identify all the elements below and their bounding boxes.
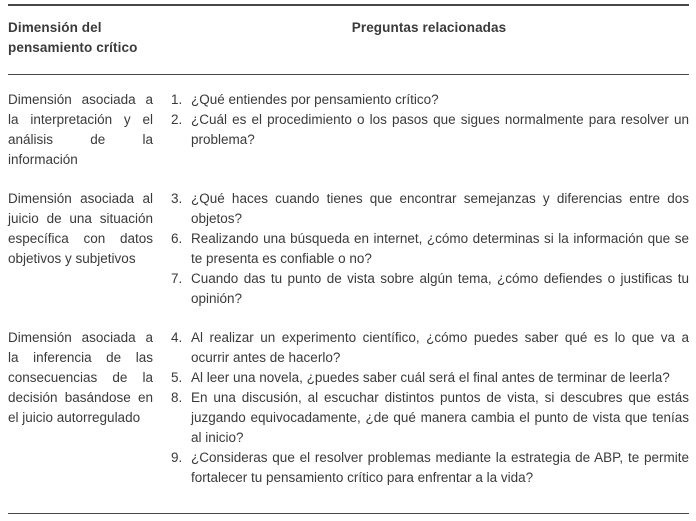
question-number: 5.	[171, 370, 183, 385]
table-row	[8, 90, 689, 170]
questions-cell	[169, 90, 689, 150]
question-item	[169, 328, 689, 368]
question-item	[169, 110, 689, 150]
table-body	[8, 75, 689, 513]
column-header-questions: Preguntas relacionadas	[351, 19, 507, 35]
question-number: 1.	[171, 92, 183, 107]
question-number: 4.	[171, 330, 183, 345]
question-item	[169, 90, 689, 110]
question-text: Al realizar un experimento científico, ¿cómo puedes saber qué es lo que va a ocurrir antes de hacerlo?	[191, 330, 689, 365]
bottom-divider	[8, 513, 689, 515]
question-text: Realizando una búsqueda en internet, ¿cómo determinas si la información que se te presenta es confiable o no?	[191, 231, 689, 266]
question-item	[169, 269, 689, 309]
table-header	[8, 6, 689, 74]
dimension-cell: Dimensión asociada a la interpretación y el análisis de la información	[8, 92, 153, 167]
dimension-cell: Dimensión asociada al juicio de una situación específica con datos objetivos y subjetivos	[8, 191, 153, 266]
question-text: ¿Consideras que el resolver problemas mediante la estrategia de ABP, te permite fortalecer tu pensamiento crítico para enfrentar a la vida?	[191, 450, 689, 485]
question-text: ¿Qué haces cuando tienes que encontrar semejanzas y diferencias entre dos objetos?	[191, 191, 689, 226]
question-text: ¿Qué entiendes por pensamiento crítico?	[191, 92, 439, 107]
question-number: 3.	[171, 191, 183, 206]
questions-cell	[169, 328, 689, 488]
table-row	[8, 189, 689, 309]
question-item	[169, 448, 689, 488]
question-text: En una discusión, al escuchar distintos puntos de vista, si descubres que estás juzgando equivocadamente, ¿de qué manera cambia el punto de vista que tenías al inicio?	[191, 390, 689, 445]
question-number: 8.	[171, 390, 183, 405]
question-number: 9.	[171, 450, 183, 465]
question-number: 7.	[171, 271, 183, 286]
column-header-dimension: Dimensión del pensamiento crítico	[8, 19, 138, 55]
question-number: 6.	[171, 231, 183, 246]
dimension-cell: Dimensión asociada a la inferencia de las consecuencias de la decisión basándose en el juicio autorregulado	[8, 330, 153, 425]
question-item	[169, 388, 689, 448]
question-item	[169, 189, 689, 229]
questions-cell	[169, 189, 689, 309]
question-item	[169, 368, 689, 388]
question-text: Al leer una novela, ¿puedes saber cuál será el final antes de terminar de leerla?	[191, 370, 670, 385]
question-number: 2.	[171, 112, 183, 127]
question-item	[169, 229, 689, 269]
question-text: Cuando das tu punto de vista sobre algún tema, ¿cómo defiendes o justificas tu opinión?	[191, 271, 689, 306]
table-row	[8, 328, 689, 488]
question-text: ¿Cuál es el procedimiento o los pasos que sigues normalmente para resolver un problema?	[191, 112, 689, 147]
